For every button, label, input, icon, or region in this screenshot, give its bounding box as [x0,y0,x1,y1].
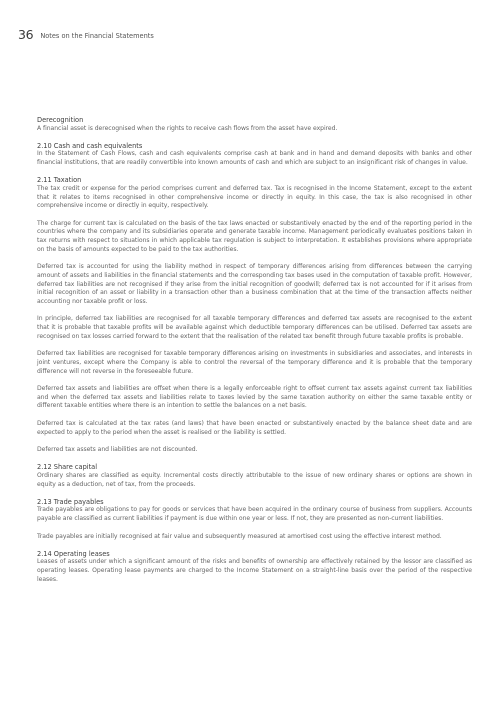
section-heading: Derecognition [37,116,84,124]
paragraph: Trade payables are initially recognised at fair value and subsequently measured at amortised cost using the effective interest method. [37,532,442,540]
section-cash-equivalents [37,142,472,168]
section-trade-payables [37,498,472,541]
paragraph: Deferred tax assets and liabilities are not discounted. [37,445,198,453]
section-heading: 2.11 Taxation [37,176,82,185]
paragraph: The charge for current tax is calculated on the basis of the tax laws enacted or substantively enacted by the end of the reporting period in the countries where the company and its subsidiaries operate and generate taxable income. Management periodically evaluates positions taken in tax returns with respect to situations in which applicable tax regulation is subject to interpretation. It establishes provisions where appropriate on the basis of amounts expected to be paid to the tax authorities. [37,219,472,253]
section-heading: 2.12 Share capital [37,463,98,472]
section-heading: 2.10 Cash and cash equivalents [37,141,143,150]
section-share-capital [37,463,472,489]
paragraph: The tax credit or expense for the period comprises current and deferred tax. Tax is recognised in the Income Statement, except to the extent that it relates to items recognised in other comprehensive income or directly in equity. In this case, the tax is also recognised in other comprehensive income or directly in equity, respectively. [37,184,472,210]
section-derecognition [37,116,472,133]
paragraph: Deferred tax assets and liabilities are offset when there is a legally enforceable right to offset current tax assets against current tax liabilities and when the deferred tax assets and liabilities relate to taxes levied by the same taxation authority on either the same taxable entity or different taxable entities where there is an intention to settle the balances on a net basis. [37,385,472,410]
running-title: Notes on the Financial Statements [40,32,154,40]
paragraph: Leases of assets under which a significant amount of the risks and benefits of ownership are effectively retained by the lessor are classified as operating leases. Operating lease payments are charged to the Income Statement on a straight-line basis over the period of the respective leases. [37,558,472,583]
section-heading: 2.14 Operating leases [37,549,110,558]
paragraph: Trade payables are obligations to pay for goods or services that have been acquired in the ordinary course of business from suppliers. Accounts payable are classified as current liabilities if payment is due within one year or less. If not, they are presented as non-current liabilities. [37,506,472,523]
paragraph: In the Statement of Cash Flows, cash and cash equivalents comprise cash at bank and in hand and demand deposits with banks and other financial institutions, that are readily convertible into known amounts of cash and which are subject to an insignificant risk of changes in value. [37,150,472,167]
paragraph: In principle, deferred tax liabilities are recognised for all taxable temporary differences and deferred tax assets are recognised to the extent that it is probable that taxable profits will be available against which deductible temporary differences can be utilised. Deferred tax assets are recognised on tax losses carried forward to the extent that the realisation of the related tax benefit through future taxable profits is probable. [37,315,472,340]
page-header [18,27,154,42]
paragraph: Deferred tax is accounted for using the liability method in respect of temporary differences arising from differences between the carrying amount of assets and liabilities in the financial statements and the corresponding tax bases used in the computation of taxable profit. However, deferred tax liabilities are not recognised if they arise from the initial recognition of goodwill; deferred tax is not accounted for if it arises from initial recognition of an asset or liability in a transaction other than a business combination that at the time of the transaction affects neither accounting nor taxable profit or loss. [37,263,472,306]
section-operating-leases [37,550,472,585]
section-taxation [37,176,472,454]
section-heading: 2.13 Trade payables [37,497,104,506]
paragraph: Ordinary shares are classified as equity. Incremental costs directly attributable to the issue of new ordinary shares or options are shown in equity as a deduction, net of tax, from the proceeds. [37,471,472,488]
paragraph: Deferred tax liabilities are recognised for taxable temporary differences arising on investments in subsidiaries and associates, and interests in joint ventures, except where the Company is able to control the reversal of the temporary difference and it is probable that the temporary difference will not reverse in the foreseeable future. [37,350,472,375]
paragraph: A financial asset is derecognised when the rights to receive cash flows from the asset have expired. [37,124,338,132]
document-body [37,116,472,593]
page-number: 36 [18,27,34,42]
paragraph: Deferred tax is calculated at the tax rates (and laws) that have been enacted or substantively enacted by the balance sheet date and are expected to apply to the period when the asset is realised or the liability is settled. [37,419,472,436]
